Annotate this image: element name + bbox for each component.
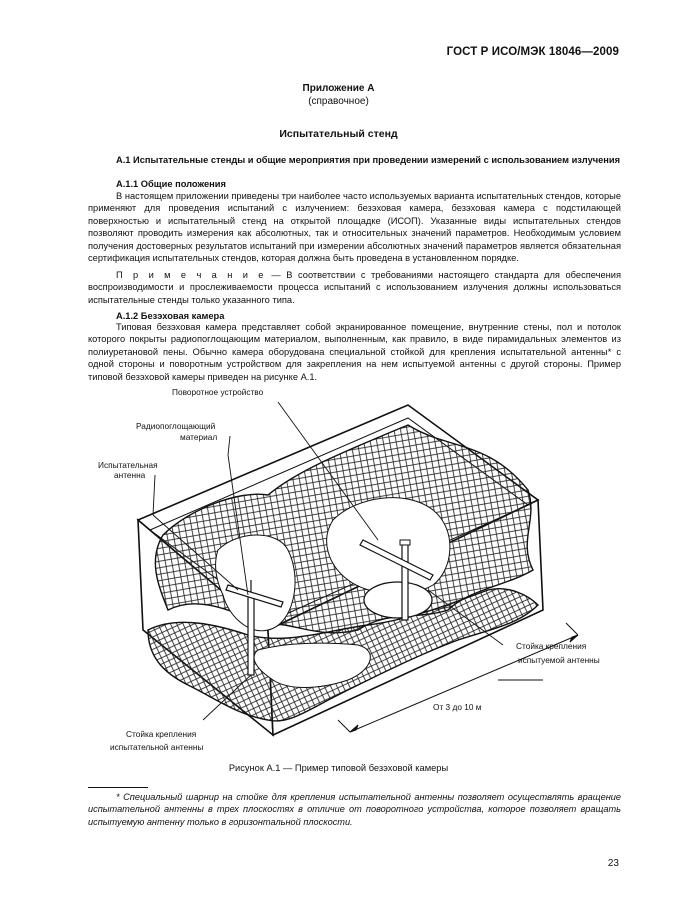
note-block xyxy=(88,269,621,306)
annex-title: Приложение А xyxy=(302,83,375,94)
figure-caption: Рисунок А.1 — Пример типовой безэховой камеры xyxy=(228,763,449,773)
paragraph-a12-text: Типовая безэховая камера представляет собой экранированное помещение, внутренние стены, пол и потолок которого покрыты радиопоглощающим материалом, выполненным, как правило, в виде пирамидальных элементов из полиуретановой пены. Обычно камера оборудована специальной стойкой для крепления испытательной антенны* с одной стороны и поворотным устройством для закрепления на нем испытуемой антенны с другой стороны. Пример типовой безэховой камеры приведен на рисунке А.1. xyxy=(88,322,621,382)
heading-a11: А.1.1 Общие положения xyxy=(116,179,226,189)
label-turntable: Поворотное устройство xyxy=(172,387,264,397)
label-eut-mast-line2: испытуемой антенны xyxy=(518,655,600,665)
section-title: Испытательный стенд xyxy=(279,128,398,140)
label-absorber-line1: Радиопоглощающий xyxy=(136,421,216,431)
footnote: * Специальный шарнир на стойке для крепления испытательной антенны позволяет осуществлять вращение испытательной антенны в трех плоскостях в отличие от поворотного устройства, которое позволяет вращать испытуемую антенну только в горизонтальной плоскости. xyxy=(88,792,621,827)
standard-header: ГОСТ Р ИСО/МЭК 18046—2009 xyxy=(446,46,619,58)
note-label: П р и м е ч а н и е xyxy=(116,270,266,280)
turntable xyxy=(364,582,432,618)
footnote-separator xyxy=(88,787,148,788)
paragraph-a11 xyxy=(88,190,621,264)
eut-mast xyxy=(400,540,410,620)
label-distance: От 3 до 10 м xyxy=(433,702,482,712)
heading-a12: А.1.2 Безэховая камера xyxy=(116,311,225,321)
label-test-antenna-line1: Испытательная xyxy=(98,460,158,470)
label-test-antenna-line2: антенна xyxy=(114,470,146,480)
label-absorber-line2: материал xyxy=(180,432,218,442)
chamber-drawing xyxy=(88,380,628,760)
note-text: — В соответствии с требованиями настоящего стандарта для обеспечения воспроизводимости и прослеживаемости процесса испытаний с использованием излучения должны использоваться испытательные стенды только указанного типа. xyxy=(88,270,621,305)
paragraph-a12 xyxy=(88,321,621,383)
paragraph-a11-text: В настоящем приложении приведены три наиболее часто используемых варианта испытательных стендов, которые применяют для проведения испытаний с излучением: безэховая камера, безэховая камера с подстилающей поверхностью и испытательный стенд на открытой площадке (ИСОП). Указанные виды испытательных стендов позволяют проводить измерения как абсолютных, так и относительных значений параметров. Необходимым условием получения достоверных результатов испытаний при измерении абсолютных значений параметров является обязательная сертификация испытательных стендов, которая должна быть проведена в установленном порядке. xyxy=(88,191,621,264)
annex-subtitle: (справочное) xyxy=(308,96,369,107)
figure-anechoic-chamber xyxy=(88,380,628,760)
page-number: 23 xyxy=(607,858,619,869)
label-test-mast-line2: испытательной антенны xyxy=(110,742,204,752)
label-eut-mast-line1: Стойка крепления xyxy=(516,641,587,651)
heading-a1-text: А.1 Испытательные стенды и общие мероприятия при проведении измерений с использованием излучения xyxy=(116,155,621,165)
label-test-mast-line1: Стойка крепления xyxy=(126,729,197,739)
note-paragraph xyxy=(88,269,621,306)
heading-a1 xyxy=(88,154,621,166)
